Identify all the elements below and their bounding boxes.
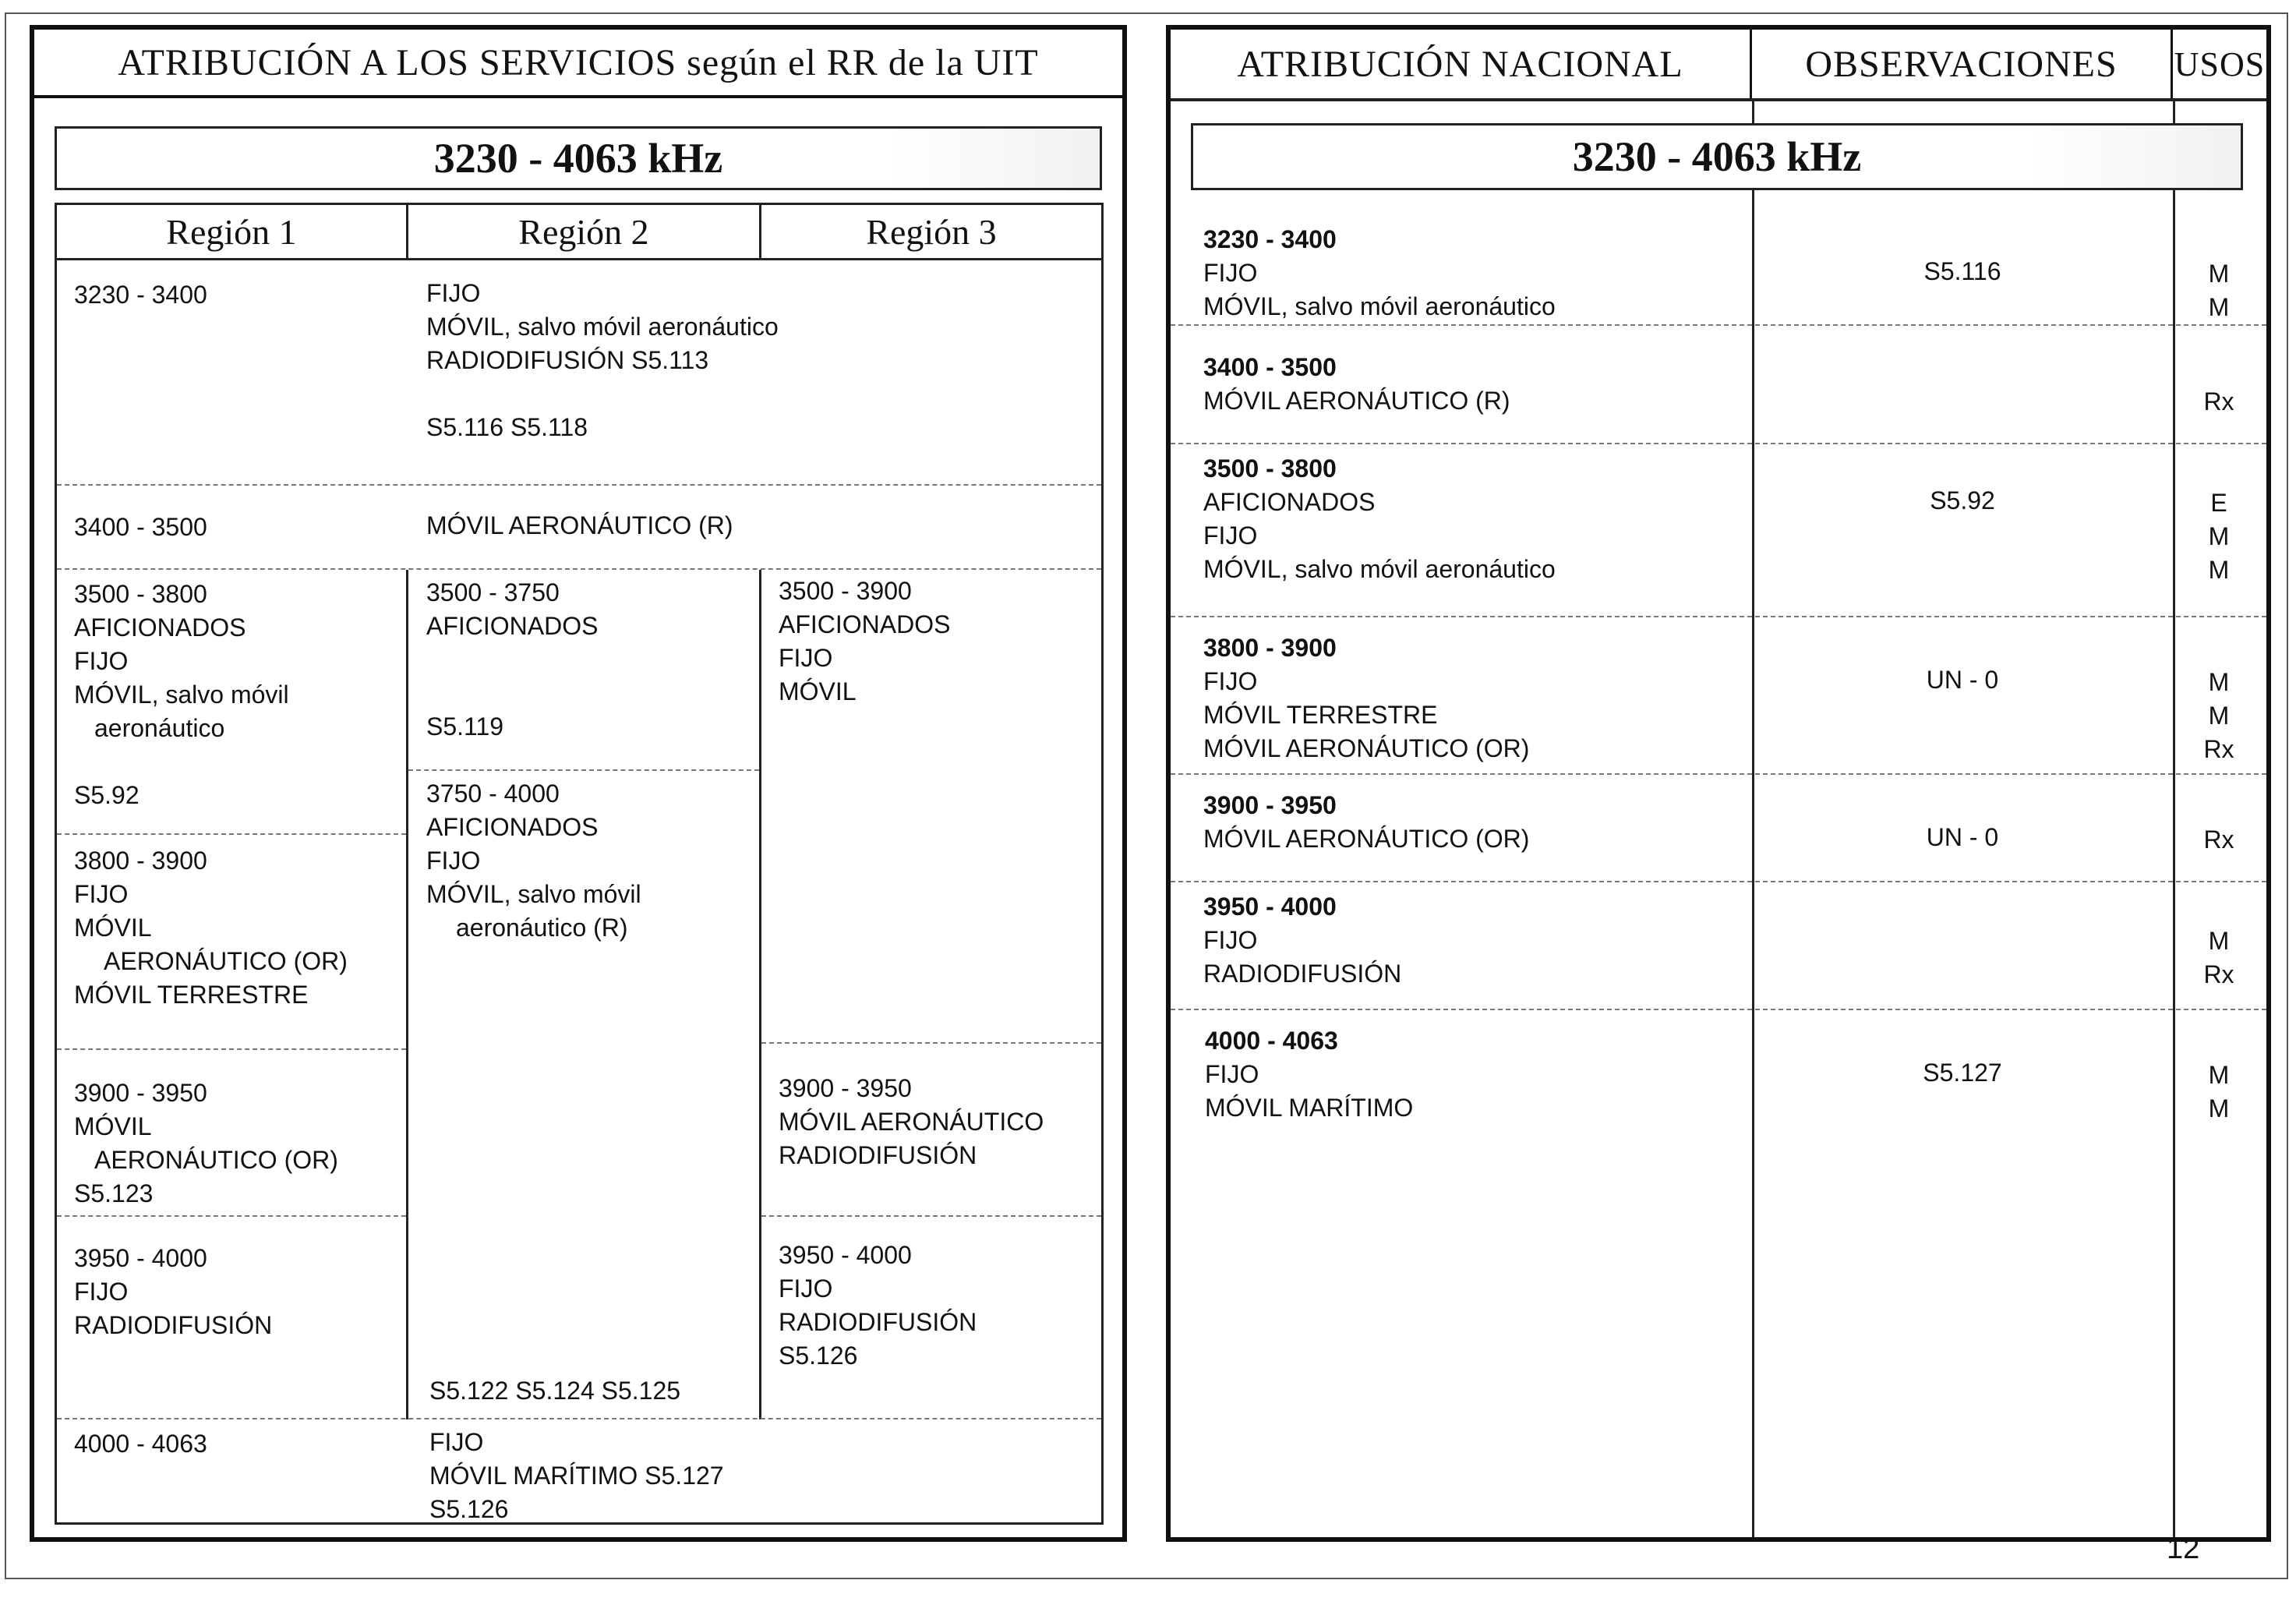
- services-4000-4063: FIJO MÓVIL MARÍTIMO S5.127 S5.126: [429, 1428, 724, 1523]
- region-divider-2: [759, 205, 761, 258]
- freq-3230-3400: 3230 - 3400: [74, 281, 207, 309]
- region2-3750-4000: 3750 - 4000 AFICIONADOS FIJO MÓVIL, salvo móvil aeronáutico (R): [426, 779, 641, 942]
- itu-allocation-header: ATRIBUCIÓN A LOS SERVICIOS según el RR de la UIT: [34, 30, 1122, 98]
- national-allocation-panel: [1166, 25, 2271, 1542]
- freq-3400-3500: 3400 - 3500: [74, 513, 207, 541]
- national-row-3400-3500: 3400 - 3500 MÓVIL AERONÁUTICO (R): [1203, 353, 1510, 415]
- row-separator: [57, 1048, 406, 1050]
- region-table: [55, 203, 1104, 1525]
- page-number: 12: [2167, 1532, 2200, 1565]
- region2-3500-3750: 3500 - 3750 AFICIONADOS S5.119: [426, 578, 599, 741]
- observation-3230-3400: S5.116: [1923, 257, 2001, 285]
- usos-3950-4000: M Rx: [2203, 927, 2234, 988]
- usos-column-border: [2173, 101, 2175, 1537]
- freq-4000-4063: 4000 - 4063: [74, 1430, 207, 1458]
- usos-3800-3900: M M Rx: [2203, 668, 2234, 763]
- frequency-band-title: 3230 - 4063 kHz: [55, 126, 1102, 190]
- usos-3230-3400: M M: [2208, 260, 2230, 321]
- obs-column-border: [1752, 101, 1754, 1537]
- row-separator: [57, 1215, 406, 1217]
- row-separator: [57, 833, 406, 835]
- service-3400-3500: MÓVIL AERONÁUTICO (R): [426, 511, 733, 539]
- header-rule: [1171, 98, 2266, 101]
- region1-3800-3900: 3800 - 3900 FIJO MÓVIL AERONÁUTICO (OR) MÓVIL TERRESTRE: [74, 847, 348, 1009]
- row-separator: [57, 568, 1101, 570]
- region-3-header: Región 3: [866, 211, 997, 252]
- region1-3500-3800: 3500 - 3800 AFICIONADOS FIJO MÓVIL, salvo móvil aeronáutico S5.92: [74, 580, 289, 809]
- usos-3400-3500: Rx: [2203, 387, 2234, 415]
- row-separator: [761, 1042, 1101, 1044]
- region3-3950-4000: 3950 - 4000 FIJO RADIODIFUSIÓN S5.126: [779, 1241, 977, 1370]
- observation-3500-3800: S5.92: [1930, 486, 1995, 514]
- region3-3900-3950: 3900 - 3950 MÓVIL AERONÁUTICO RADIODIFUSIÓN: [779, 1074, 1044, 1169]
- region-2-header: Región 2: [518, 211, 649, 252]
- observation-3900-3950: UN - 0: [1926, 823, 1999, 851]
- usos-header: USOS: [2174, 44, 2266, 83]
- usos-3900-3950: Rx: [2203, 825, 2234, 854]
- itu-allocation-panel: [30, 25, 1127, 1542]
- region-header-rule: [57, 258, 1101, 260]
- region3-3500-3900: 3500 - 3900 AFICIONADOS FIJO MÓVIL: [779, 577, 951, 705]
- national-row-3500-3800: 3500 - 3800 AFICIONADOS FIJO MÓVIL, salvo móvil aeronáutico: [1203, 454, 1556, 583]
- national-row-3800-3900: 3800 - 3900 FIJO MÓVIL TERRESTRE MÓVIL AERONÁUTICO (OR): [1203, 634, 1530, 762]
- row-separator: [1171, 616, 2266, 617]
- observations-header: OBSERVACIONES: [1752, 30, 2173, 98]
- row-separator: [1171, 324, 2266, 326]
- national-row-3950-4000: 3950 - 4000 FIJO RADIODIFUSIÓN: [1203, 893, 1402, 988]
- region-1-header: Región 1: [166, 211, 297, 252]
- region1-3950-4000: 3950 - 4000 FIJO RADIODIFUSIÓN: [74, 1244, 273, 1339]
- national-row-3230-3400: 3230 - 3400 FIJO MÓVIL, salvo móvil aeronáutico: [1203, 225, 1556, 320]
- region-divider-1: [406, 205, 408, 258]
- row-separator: [761, 1215, 1101, 1217]
- services-3230-3400: FIJO MÓVIL, salvo móvil aeronáutico RADIODIFUSIÓN S5.113 S5.116 S5.118: [426, 279, 779, 441]
- national-row-4000-4063: 4000 - 4063 FIJO MÓVIL MARÍTIMO: [1205, 1027, 1414, 1122]
- region2-notes: S5.122 S5.124 S5.125: [429, 1377, 681, 1405]
- row-separator: [1171, 1009, 2266, 1010]
- row-separator: [57, 1418, 1101, 1419]
- row-separator: [1171, 773, 2266, 775]
- row-separator: [1171, 443, 2266, 444]
- observation-3800-3900: UN - 0: [1926, 666, 1999, 694]
- national-row-3900-3950: 3900 - 3950 MÓVIL AERONÁUTICO (OR): [1203, 791, 1530, 853]
- region2-right-border: [759, 570, 761, 1419]
- observation-4000-4063: S5.127: [1923, 1059, 2002, 1087]
- national-allocation-header: ATRIBUCIÓN NACIONAL: [1171, 30, 1752, 98]
- row-separator: [408, 769, 759, 771]
- frequency-band-title: 3230 - 4063 kHz: [1191, 123, 2243, 190]
- usos-4000-4063: M M: [2208, 1061, 2230, 1122]
- row-separator: [57, 484, 1101, 486]
- row-separator: [1171, 881, 2266, 882]
- region1-3900-3950: 3900 - 3950 MÓVIL AERONÁUTICO (OR) S5.123: [74, 1079, 338, 1207]
- region1-right-border: [406, 570, 408, 1419]
- usos-3500-3800: E M M: [2208, 489, 2230, 584]
